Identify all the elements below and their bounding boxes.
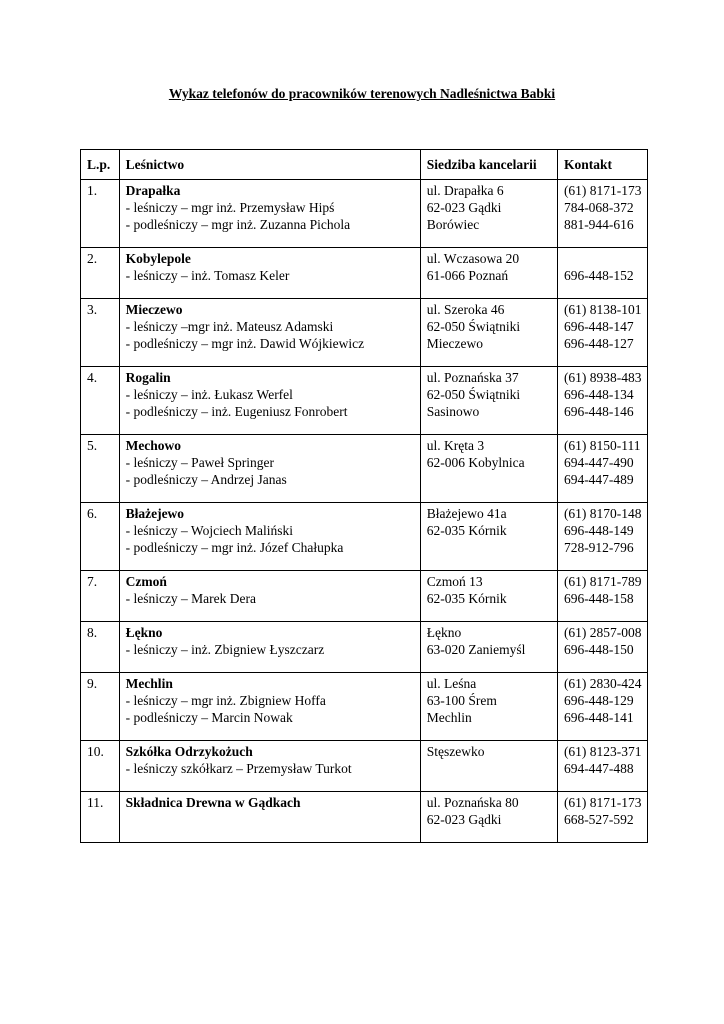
table-row (81, 792, 648, 843)
cell-lp: 5. (81, 435, 120, 503)
phone-number (564, 250, 642, 267)
cell-lp: 7. (81, 571, 120, 622)
cell-kontakt (557, 248, 647, 299)
phone-number: (61) 8171-173 (563, 795, 642, 810)
cell-siedziba (420, 622, 557, 673)
header-siedziba: Siedziba kancelarii (420, 150, 557, 180)
cell-lp: 3. (81, 299, 120, 367)
staff-line: - podleśniczy – mgr inż. Józef Chałupka (125, 540, 344, 555)
cell-siedziba (420, 435, 557, 503)
cell-lesnictwo (119, 248, 420, 299)
cell-kontakt (557, 622, 647, 673)
phone-number: 696-448-150 (563, 642, 634, 657)
staff-line: - podleśniczy – Andrzej Janas (125, 472, 287, 487)
cell-lp: 11. (81, 792, 120, 843)
forestry-name: Mechlin (125, 676, 173, 691)
address-line: 62-050 Świątniki (426, 387, 521, 402)
address-line: 62-035 Kórnik (426, 591, 507, 606)
address-line: 62-050 Świątniki (426, 319, 521, 334)
address-line: ul. Drapałka 6 (426, 183, 504, 198)
address-line: Stęszewko (426, 744, 485, 759)
address-line: Mieczewo (426, 336, 483, 351)
cell-lesnictwo (119, 299, 420, 367)
cell-siedziba (420, 503, 557, 571)
address-line: ul. Wczasowa 20 (426, 251, 520, 266)
table-row (81, 673, 648, 741)
address-line: Mechlin (426, 710, 472, 725)
header-kontakt: Kontakt (557, 150, 647, 180)
phone-number: 696-448-158 (563, 591, 634, 606)
forestry-name: Błażejewo (125, 506, 185, 521)
address-line: ul. Kręta 3 (426, 438, 485, 453)
phone-number: 728-912-796 (563, 540, 634, 555)
phone-number: (61) 8171-173 (563, 183, 642, 198)
table-row (81, 622, 648, 673)
cell-kontakt (557, 673, 647, 741)
cell-lp: 4. (81, 367, 120, 435)
address-line: Błażejewo 41a (426, 506, 507, 521)
cell-kontakt (557, 299, 647, 367)
staff-line: - leśniczy – mgr inż. Przemysław Hipś (125, 200, 335, 215)
staff-line: - leśniczy – inż. Zbigniew Łyszczarz (125, 642, 325, 657)
cell-lesnictwo (119, 741, 420, 792)
header-lesnictwo: Leśnictwo (119, 150, 420, 180)
cell-kontakt (557, 367, 647, 435)
address-line: Czmoń 13 (426, 574, 483, 589)
phone-number: 694-447-490 (563, 455, 634, 470)
cell-kontakt (557, 435, 647, 503)
cell-lp: 6. (81, 503, 120, 571)
staff-line: - leśniczy – inż. Tomasz Keler (125, 268, 290, 283)
address-line: ul. Poznańska 80 (426, 795, 519, 810)
table-header-row (81, 150, 648, 180)
phone-number: (61) 8170-148 (563, 506, 642, 521)
phone-number: 668-527-592 (563, 812, 634, 827)
phone-number: 696-448-141 (563, 710, 634, 725)
cell-lesnictwo (119, 792, 420, 843)
phone-number: 696-448-147 (563, 319, 634, 334)
staff-line: - leśniczy szkółkarz – Przemysław Turkot (125, 761, 352, 776)
staff-line: - podleśniczy – inż. Eugeniusz Fonrobert (125, 404, 348, 419)
table-row (81, 367, 648, 435)
phone-number: 696-448-129 (563, 693, 634, 708)
forestry-name: Szkółka Odrzykożuch (125, 744, 253, 759)
phone-number: (61) 8938-483 (563, 370, 642, 385)
cell-kontakt (557, 503, 647, 571)
cell-lesnictwo (119, 571, 420, 622)
staff-line: - leśniczy – Wojciech Maliński (125, 523, 293, 538)
cell-lesnictwo (119, 673, 420, 741)
phone-number: 696-448-134 (563, 387, 634, 402)
address-line: Łękno (426, 625, 462, 640)
cell-lp: 8. (81, 622, 120, 673)
phone-directory-table (80, 149, 648, 843)
phone-number: (61) 2857-008 (563, 625, 642, 640)
address-line: 61-066 Poznań (426, 268, 509, 283)
forestry-name: Kobylepole (125, 251, 191, 266)
cell-lesnictwo (119, 435, 420, 503)
address-line: 62-023 Gądki (426, 812, 502, 827)
phone-number: (61) 8123-371 (563, 744, 642, 759)
table-body (81, 180, 648, 843)
cell-lp: 1. (81, 180, 120, 248)
cell-lesnictwo (119, 180, 420, 248)
staff-line: - leśniczy –mgr inż. Mateusz Adamski (125, 319, 334, 334)
staff-line: - leśniczy – mgr inż. Zbigniew Hoffa (125, 693, 326, 708)
address-line: ul. Leśna (426, 676, 477, 691)
cell-siedziba (420, 180, 557, 248)
cell-lp: 10. (81, 741, 120, 792)
cell-kontakt (557, 180, 647, 248)
staff-line: - podleśniczy – Marcin Nowak (125, 710, 293, 725)
phone-number: (61) 2830-424 (563, 676, 642, 691)
cell-siedziba (420, 571, 557, 622)
forestry-name: Rogalin (125, 370, 171, 385)
cell-lesnictwo (119, 622, 420, 673)
phone-number: 696-448-149 (563, 523, 634, 538)
forestry-name: Łękno (125, 625, 163, 640)
address-line: Sasinowo (426, 404, 480, 419)
phone-number: 784-068-372 (563, 200, 634, 215)
table-row (81, 299, 648, 367)
cell-lp: 9. (81, 673, 120, 741)
staff-line: - leśniczy – inż. Łukasz Werfel (125, 387, 293, 402)
address-line: 62-006 Kobylnica (426, 455, 525, 470)
phone-number: (61) 8150-111 (563, 438, 641, 453)
forestry-name: Mechowo (125, 438, 182, 453)
forestry-name: Mieczewo (125, 302, 183, 317)
cell-siedziba (420, 673, 557, 741)
address-line: 62-035 Kórnik (426, 523, 507, 538)
table-row (81, 180, 648, 248)
staff-line: - leśniczy – Marek Dera (125, 591, 257, 606)
table-row (81, 741, 648, 792)
table-row (81, 248, 648, 299)
address-line: ul. Szeroka 46 (426, 302, 505, 317)
phone-number: 694-447-489 (563, 472, 634, 487)
cell-siedziba (420, 792, 557, 843)
cell-kontakt (557, 741, 647, 792)
staff-line: - leśniczy – Paweł Springer (125, 455, 275, 470)
address-line: 62-023 Gądki (426, 200, 502, 215)
forestry-name: Czmoń (125, 574, 167, 589)
phone-number: 881-944-616 (563, 217, 634, 232)
address-line: 63-100 Śrem (426, 693, 497, 708)
cell-kontakt (557, 571, 647, 622)
cell-siedziba (420, 741, 557, 792)
phone-number: (61) 8138-101 (563, 302, 642, 317)
cell-lesnictwo (119, 503, 420, 571)
header-lp: L.p. (81, 150, 120, 180)
table-row (81, 503, 648, 571)
cell-lp: 2. (81, 248, 120, 299)
cell-siedziba (420, 367, 557, 435)
staff-line: - podleśniczy – mgr inż. Zuzanna Pichola (125, 217, 351, 232)
staff-line: - podleśniczy – mgr inż. Dawid Wójkiewicz (125, 336, 365, 351)
cell-lesnictwo (119, 367, 420, 435)
page-title: Wykaz telefonów do pracowników terenowych Nadleśnictwa Babki (168, 86, 556, 101)
cell-siedziba (420, 299, 557, 367)
address-line: ul. Poznańska 37 (426, 370, 519, 385)
phone-number: 696-448-127 (563, 336, 634, 351)
phone-number: 696-448-146 (563, 404, 634, 419)
phone-number: 694-447-488 (563, 761, 634, 776)
cell-kontakt (557, 792, 647, 843)
phone-number: (61) 8171-789 (563, 574, 642, 589)
table-row (81, 435, 648, 503)
cell-siedziba (420, 248, 557, 299)
address-line: Borówiec (426, 217, 480, 232)
address-line: 63-020 Zaniemyśl (426, 642, 526, 657)
forestry-name: Składnica Drewna w Gądkach (125, 795, 301, 810)
phone-number: 696-448-152 (563, 268, 634, 283)
forestry-name: Drapałka (125, 183, 181, 198)
table-row (81, 571, 648, 622)
